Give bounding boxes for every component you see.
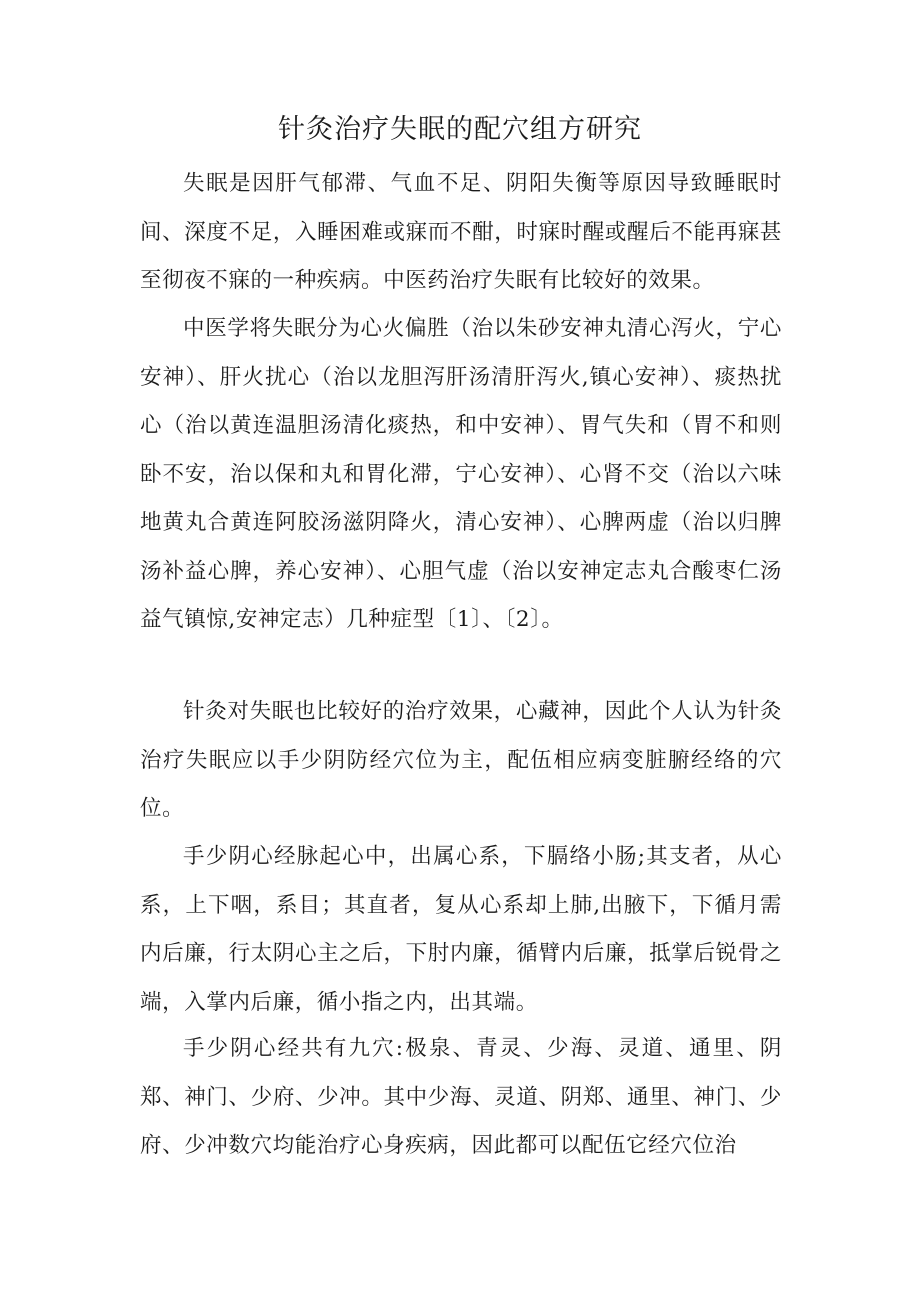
paragraph-tcm-classification: 中医学将失眠分为心火偏胜（治以朱砂安神丸清心泻火，宁心安神）、肝火扰心（治以龙胆泻肝汤清肝泻火,镇心安神）、痰热扰心（治以黄连温胆汤清化痰热，和中安神）、胃气失和（胃不和则卧不安，治以保和丸和胃化滞，宁心安神）、心肾不交（治以六味地黄丸合黄连阿胶汤滋阴降火，清心安神）、心脾两虚（治以归脾汤补益心脾，养心安神）、心胆气虚（治以安神定志丸合酸枣仁汤益气镇惊,安神定志）几种症型〔1〕、〔2〕。 [140, 316, 782, 632]
paragraph-insomnia-definition: 失眠是因肝气郁滞、气血不足、阴阳失衡等原因导致睡眠时间、深度不足，入睡困难或寐而不酣，时寐时醒或醒后不能再寐甚至彻夜不寐的一种疾病。中医药治疗失眠有比较好的效果。 [140, 171, 782, 293]
paragraph-acupuncture-effect: 针灸对失眠也比较好的治疗效果，心藏神，因此个人认为针灸治疗失眠应以手少阴防经穴位为主，配伍相应病变脏腑经络的穴位。 [140, 699, 782, 821]
paragraph-heart-meridian-points: 手少阴心经共有九穴:极泉、青灵、少海、灵道、通里、阴郑、神门、少府、少冲。其中少海、灵道、阴郑、通里、神门、少府、少冲数穴均能治疗心身疾病，因此都可以配伍它经穴位治 [140, 1036, 782, 1158]
paragraph-heart-meridian-path: 手少阴心经脉起心中，出属心系，下膈络小肠;其支者，从心系，上下咽，系目；其直者，复从心系却上肺,出腋下，下循月需内后廉，行太阴心主之后，下肘内廉，循臂内后廉，抵掌后锐骨之端，入掌内后廉，循小指之内，出其端。 [140, 844, 782, 1015]
document-title: 针灸治疗失眠的配穴组方研究 [278, 114, 642, 145]
